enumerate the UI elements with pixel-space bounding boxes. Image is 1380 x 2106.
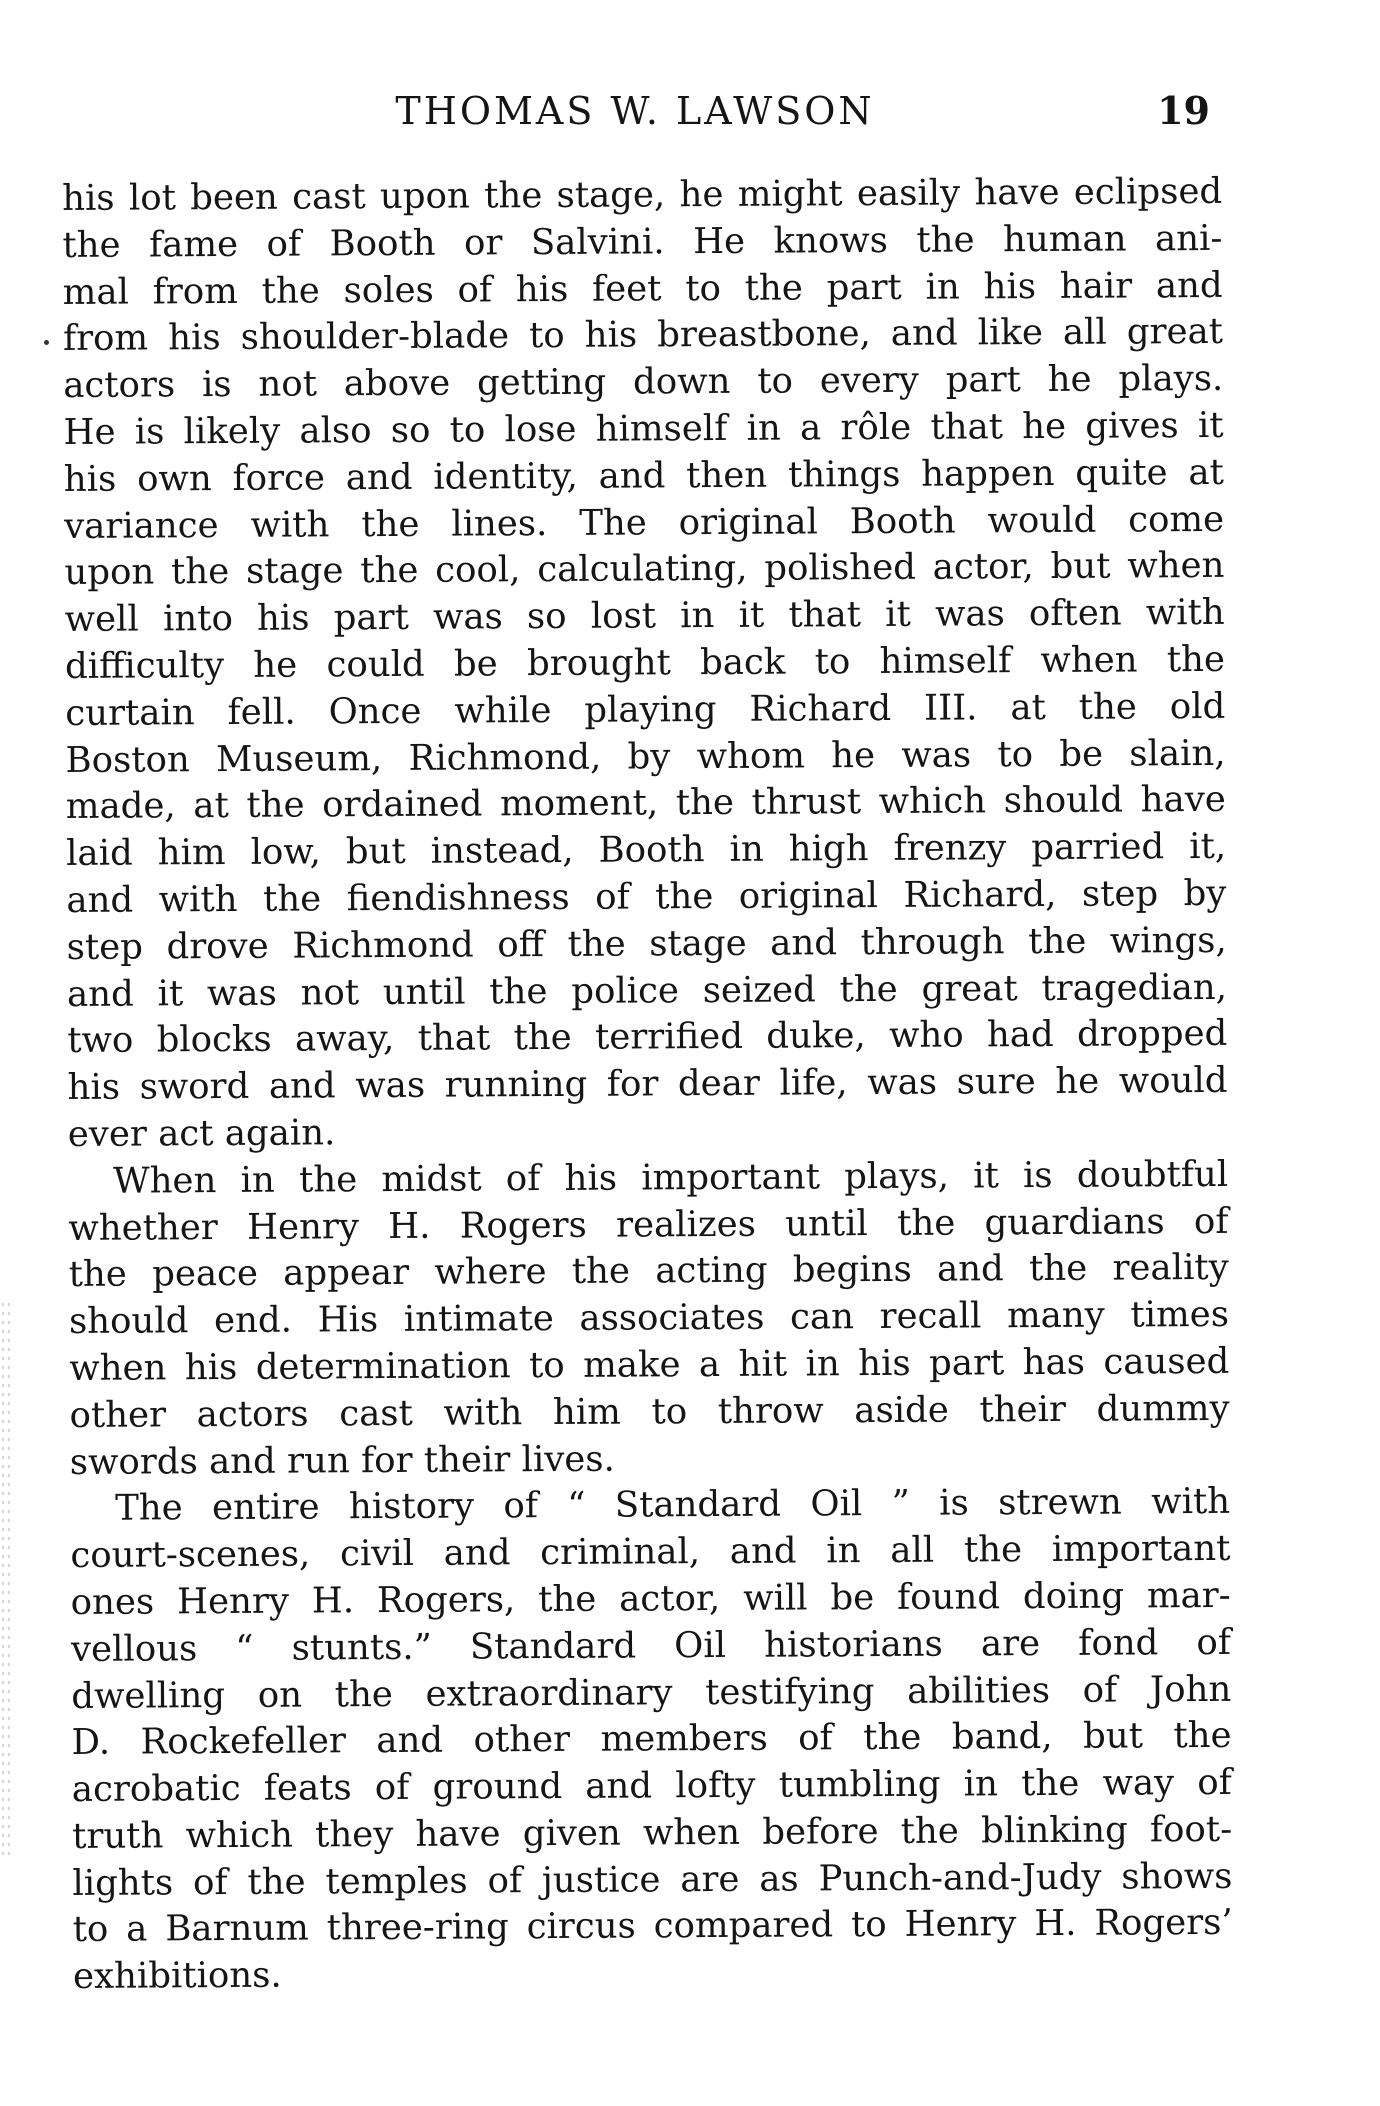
text-line: his sword and was running for dear life, was sure he would — [67, 1060, 1228, 1109]
text-line: swords and run for their lives. — [69, 1438, 615, 1483]
text-line: and it was not until the police seized the great tragedian, — [66, 966, 1228, 1015]
text-line: the peace appear where the acting begins and the reality — [68, 1247, 1229, 1296]
text-line: court-scenes, civil and criminal, and in all the important — [70, 1527, 1231, 1577]
text-line: when his determination to make a hit in his part has caused — [69, 1340, 1230, 1389]
text-line: D. Rockefeller and other members of the band, but the — [71, 1715, 1232, 1764]
text-line: other actors cast with him to throw aside their dummy — [69, 1387, 1230, 1436]
text-line: He is likely also so to lose himself in a rôle that he gives it — [63, 404, 1224, 453]
text-line: actors is not above getting down to every part he plays. — [63, 358, 1224, 407]
text-line: made, at the ordained moment, the thrust which should have — [65, 779, 1226, 828]
text-line: step drove Richmond off the stage and through the wings, — [66, 919, 1227, 968]
paragraph-first-line: When in the midst of his important plays, it is doubtful — [113, 1153, 1229, 1202]
text-line: lights of the temples of justice are as Punch-and-Judy shows — [72, 1855, 1233, 1904]
text-line: variance with the lines. The original Booth would come — [64, 498, 1225, 547]
text-line: his lot been cast upon the stage, he might easily have eclipsed — [62, 170, 1223, 219]
scan-edge-speckle — [0, 1300, 14, 1860]
text-line: mal from the soles of his feet to the part in his hair and — [62, 264, 1223, 313]
margin-mark — [44, 340, 49, 345]
running-head-title: THOMAS W. LAWSON — [395, 89, 875, 133]
text-line: his own force and identity, and then things happen quite at — [63, 451, 1224, 500]
body-text — [62, 169, 1233, 2001]
page-number: 19 — [1157, 88, 1210, 133]
text-line: the fame of Booth or Salvini. He knows the human ani- — [62, 217, 1223, 266]
text-line: from his shoulder-blade to his breastbone, and like all great — [62, 311, 1224, 360]
text-line: ever act again. — [67, 1112, 336, 1155]
text-line: curtain fell. Once while playing Richard III. at the old — [65, 685, 1226, 734]
text-line: laid him low, but instead, Booth in high frenzy parried it, — [66, 826, 1227, 875]
text-line: exhibitions. — [72, 1954, 282, 1998]
text-line: acrobatic feats of ground and lofty tumbling in the way of — [71, 1761, 1232, 1811]
text-line: difficulty he could be brought back to himself when the — [64, 638, 1226, 687]
text-line: vellous “ stunts.” Standard Oil historians are fond of — [70, 1621, 1232, 1670]
text-line: well into his part was so lost in it that it was often with — [64, 592, 1225, 641]
text-line: should end. His intimate associates can recall many times — [68, 1294, 1230, 1343]
paragraph-first-line: The entire history of “ Standard Oil ” is strewn with — [115, 1481, 1231, 1530]
text-line: and with the fiendishness of the original Richard, step by — [66, 872, 1227, 921]
text-line: ones Henry H. Rogers, the actor, will be found doing mar- — [70, 1574, 1231, 1623]
running-head — [60, 86, 1210, 136]
text-line: upon the stage the cool, calculating, polished actor, but when — [64, 545, 1225, 594]
text-line: truth which they have given when before the blinking foot- — [72, 1808, 1233, 1857]
text-line: two blocks away, that the terrified duke, who had dropped — [67, 1013, 1228, 1062]
text-line: whether Henry H. Rogers realizes until the guardians of — [68, 1200, 1229, 1249]
text-line: to a Barnum three-ring circus compared to Henry H. Rogers’ — [72, 1902, 1233, 1951]
text-line: dwelling on the extraordinary testifying abilities of John — [71, 1668, 1232, 1717]
text-line: Boston Museum, Richmond, by whom he was to be slain, — [65, 732, 1226, 781]
